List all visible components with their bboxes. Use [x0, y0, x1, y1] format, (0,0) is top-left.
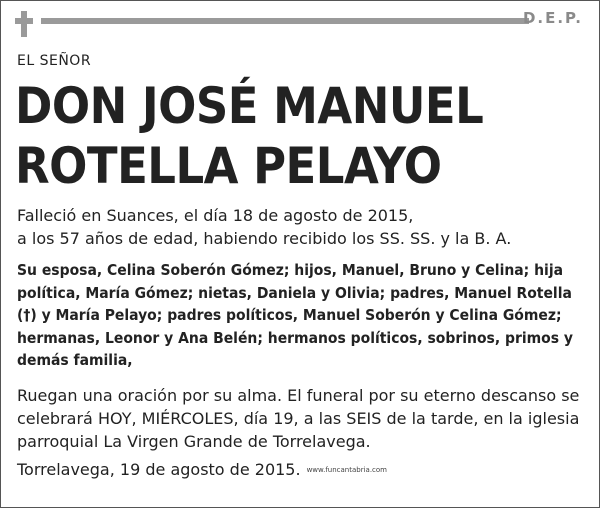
family-list: Su esposa, Celina Soberón Gómez; hijos, Manuel, Bruno y Celina; hija política, María Gómez; nietas, Daniela y Olivia; padres, Manuel Rotella (†) y María Pelayo; padres políticos, Manuel Soberón y Celina Gómez; hermanas, Leonor y Ana Belén; hermanos políticos, sobrinos, primos y demás familia, — [17, 261, 573, 369]
website-link[interactable]: www.funcantabria.com — [306, 466, 387, 474]
funeral-request: Ruegan una oración por su alma. El funeral por su eterno descanso se celebrará HOY, MIÉRCOLES, día 19, a las SEIS de la tarde, en la iglesia parroquial La Virgen Grande de Torrelavega. — [17, 386, 580, 451]
closing-line — [17, 458, 387, 482]
death-details — [17, 204, 589, 250]
dep-label: D.E.P. — [522, 9, 583, 27]
cross-icon — [15, 11, 33, 37]
death-details-line-1: Falleció en Suances, el día 18 de agosto de 2015, — [17, 206, 414, 225]
header-rule — [41, 18, 529, 24]
deceased-name-line-2: ROTELLA PELAYO — [15, 137, 442, 195]
honorific: EL SEÑOR — [17, 53, 92, 69]
place-date: Torrelavega, 19 de agosto de 2015. — [17, 460, 301, 479]
deceased-name-line-1: DON JOSÉ MANUEL — [15, 77, 484, 135]
death-details-line-2: a los 57 años de edad, habiendo recibido los SS. SS. y la B. A. — [17, 229, 512, 248]
